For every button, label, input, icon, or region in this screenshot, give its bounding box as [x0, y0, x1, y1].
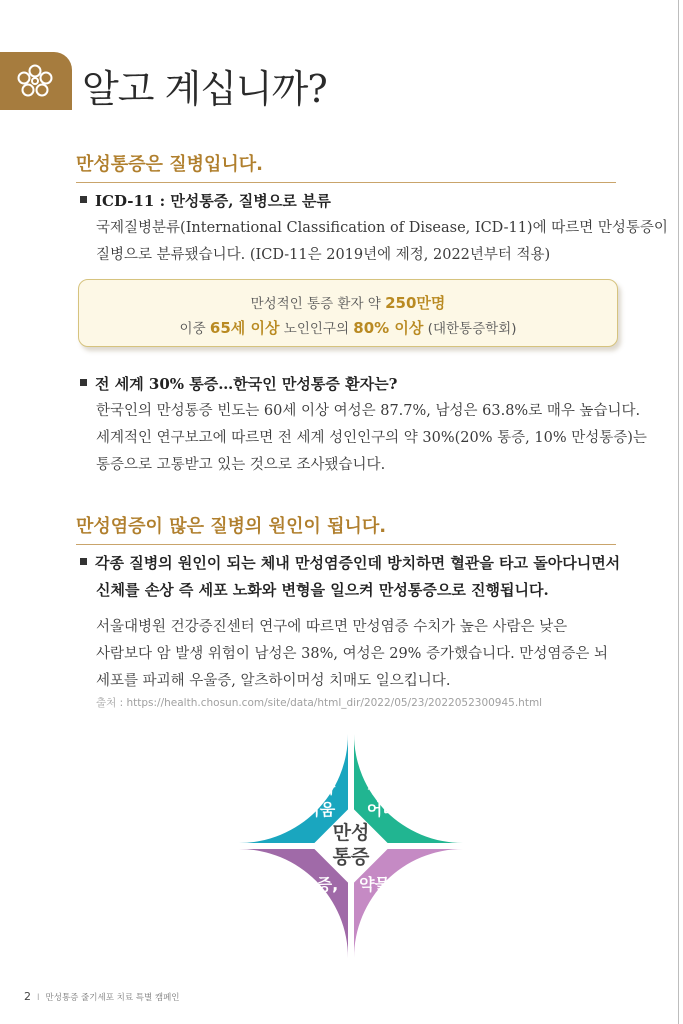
quadrant-label: 우려: [374, 897, 406, 916]
bullet-icd11: [80, 188, 640, 215]
square-bullet-icon: [80, 196, 87, 203]
quadrant-label: 약물중독: [359, 875, 421, 894]
quadrant-label: 치료가: [288, 778, 336, 797]
section-heading-chronic-pain: 만성통증은 질병입니다.: [76, 150, 616, 183]
text-line: 질병으로 분류됐습니다. (ICD-11은 2019년에 제정, 2022년부터 적용): [96, 247, 551, 263]
quadrant-label: 불면: [296, 897, 328, 916]
stat-line-2: 이중 65세 이상 노인인구의 80% 이상 (대한통증학회): [179, 319, 517, 337]
bullet-title: 전 세계 30% 통증…한국인 만성통증 환자는?: [95, 375, 398, 393]
title-badge: [0, 52, 72, 110]
text-line: 세포를 파괴해 우울증, 알츠하이머성 치매도 일으킵니다.: [96, 673, 451, 689]
section-heading-inflammation: 만성염증이 많은 질병의 원인이 됩니다.: [76, 512, 616, 545]
text-line: 세계적인 연구보고에 따르면 전 세계 성인인구의 약 30%(20% 통증, 10% 만성통증)는: [96, 430, 647, 446]
highlight-value: 250만명: [385, 294, 446, 312]
quadrant-label: 어려움: [366, 800, 414, 819]
chronic-pain-diagram: [238, 733, 464, 959]
text-line: 국제질병분류(International Classification of Disease, ICD-11)에 따르면 만성통증이: [96, 220, 668, 236]
page-footer: [24, 990, 180, 1003]
world-pain-paragraph: [96, 398, 656, 479]
quadrant-label: 우울증,: [285, 875, 339, 894]
center-label-line: 통증: [332, 846, 370, 868]
page-title: 알고 계십니까?: [82, 67, 327, 111]
page-number: 2: [24, 990, 31, 1003]
bullet-inflammation: [80, 550, 640, 604]
square-bullet-icon: [80, 379, 87, 386]
statistics-box: [78, 279, 618, 347]
text-line: 서울대병원 건강증진센터 연구에 따르면 만성염증 수치가 높은 사람은 낮은: [96, 619, 568, 635]
source-citation: 출처 : https://health.chosun.com/site/data/html_dir/2022/05/23/2022052300945.html: [96, 697, 543, 709]
quadrant-label: 진단이: [366, 778, 414, 797]
flower-icon: [15, 64, 55, 98]
footer-separator: I: [37, 993, 40, 1003]
highlight-value: 80% 이상: [353, 319, 424, 337]
center-label-line: 만성: [332, 822, 370, 844]
text-line: 한국인의 만성통증 빈도는 60세 이상 여성은 87.7%, 남성은 63.8%로 매우 높습니다.: [96, 403, 641, 419]
highlight-value: 65세 이상: [209, 319, 280, 337]
footer-text: 만성통증 줄기세포 치료 특별 캠페인: [45, 993, 180, 1003]
text-line: 사람보다 암 발생 위험이 남성은 38%, 여성은 29% 증가했습니다. 만성염증은 뇌: [96, 646, 608, 662]
bullet-title: ICD-11 : 만성통증, 질병으로 분류: [95, 192, 331, 210]
bullet-world-pain: [80, 371, 640, 398]
bullet-title-line: 각종 질병의 원인이 되는 체내 만성염증인데 방치하면 혈관을 타고 돌아다니면서: [95, 554, 621, 572]
icd11-paragraph: [96, 215, 668, 269]
square-bullet-icon: [80, 558, 87, 565]
stat-line-1: 만성적인 통증 환자 약 250만명: [250, 294, 446, 312]
text-line: 통증으로 고통받고 있는 것으로 조사됐습니다.: [96, 457, 386, 473]
inflammation-paragraph: [96, 614, 656, 695]
bullet-title-line: 신체를 손상 즉 세포 노화와 변형을 일으켜 만성통증으로 진행됩니다.: [96, 581, 549, 599]
page-edge-line: [678, 0, 679, 1024]
quadrant-label: 어려움: [288, 800, 336, 819]
